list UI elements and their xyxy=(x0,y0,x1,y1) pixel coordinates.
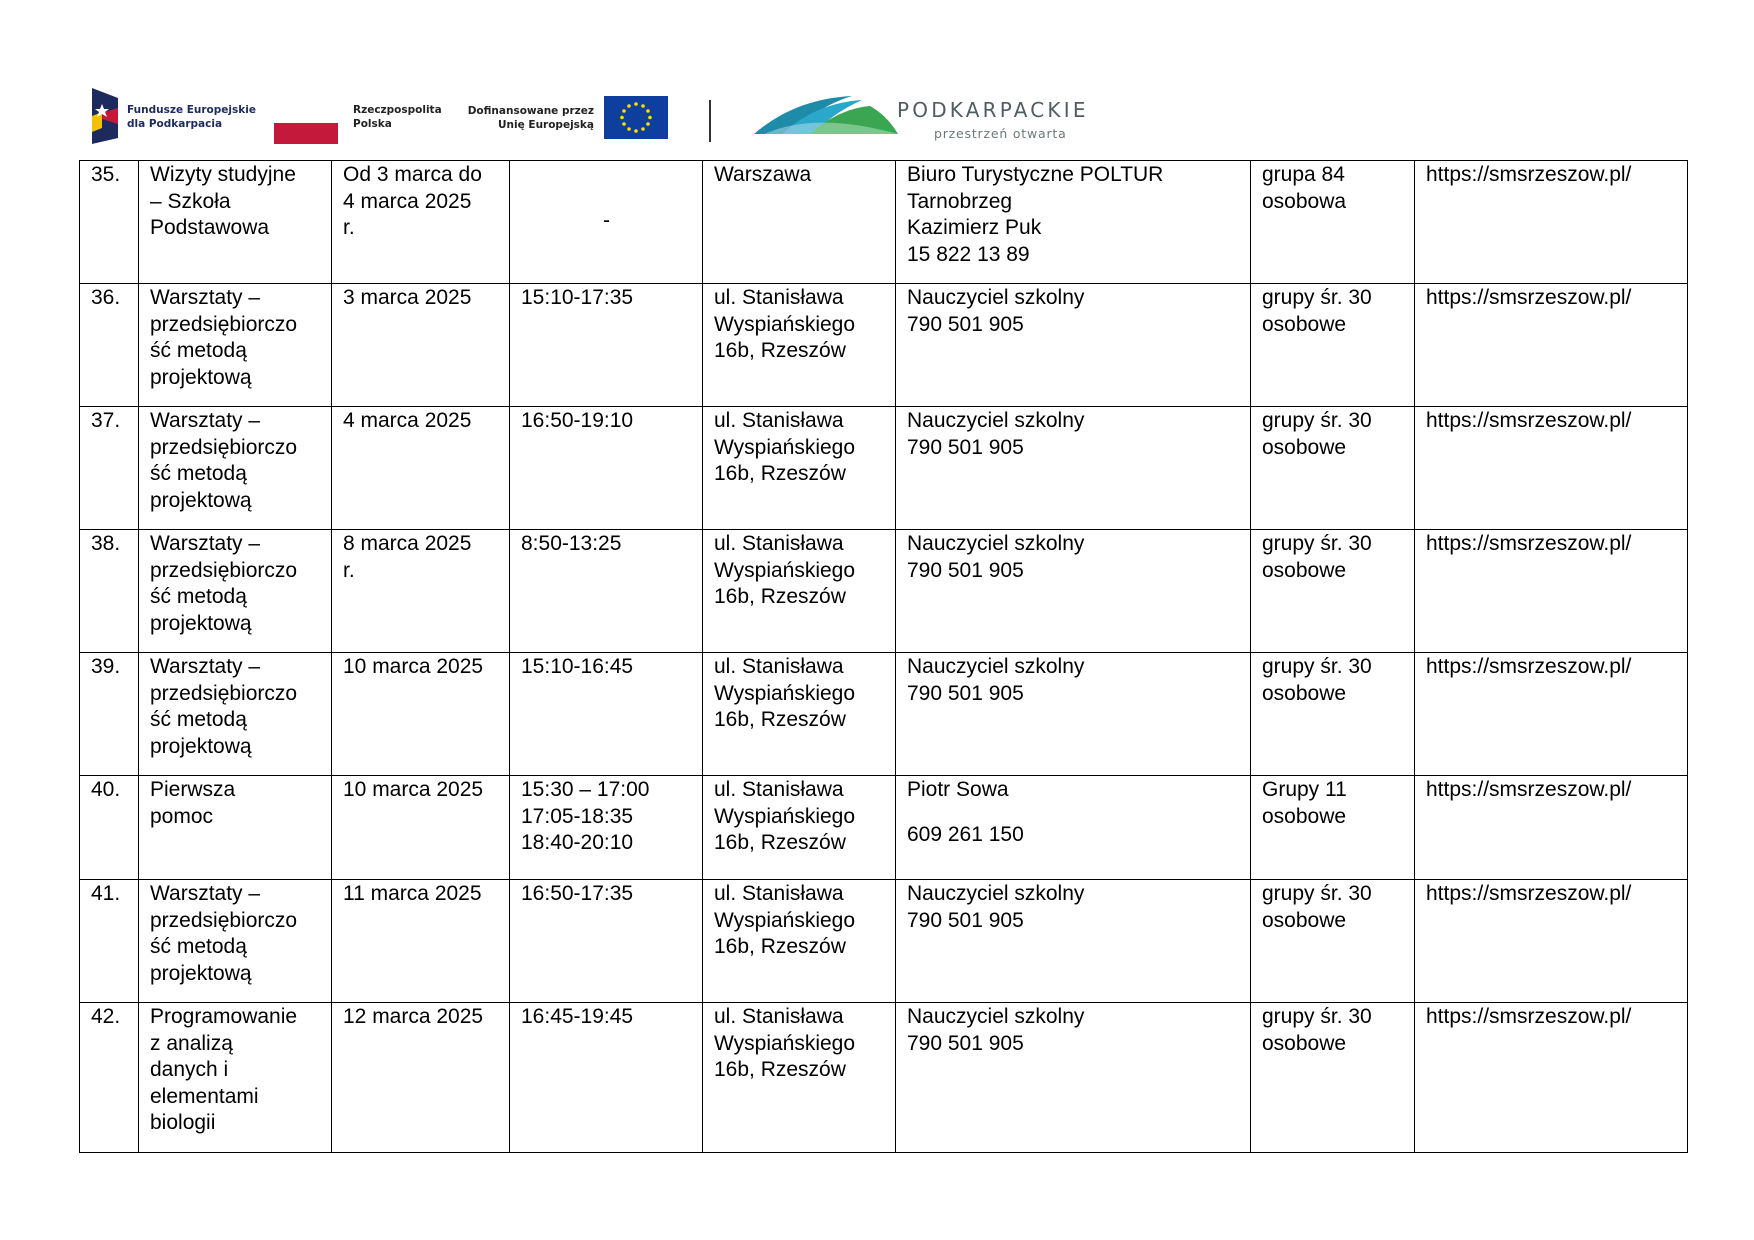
row-number-cell xyxy=(80,161,139,284)
time-cell xyxy=(510,653,703,776)
date-line: 3 marca 2025 xyxy=(343,286,472,309)
place-line: 16b, Rzeszów xyxy=(714,1058,846,1081)
time-line: 15:10-17:35 xyxy=(521,286,634,309)
time-cell xyxy=(510,407,703,530)
name-line: Programowanie xyxy=(150,1005,298,1028)
row-number-cell xyxy=(80,653,139,776)
date-cell xyxy=(332,1003,510,1153)
website-link[interactable]: https://smsrzeszow.pl/ xyxy=(1426,1005,1632,1028)
name-line: przedsiębiorczo xyxy=(150,558,298,582)
place-line: Wyspiańskiego xyxy=(714,312,856,336)
group-size-cell xyxy=(1251,530,1415,653)
activity-name-cell xyxy=(139,161,332,284)
name-line: Warsztaty – xyxy=(150,882,261,905)
contact-line: 790 501 905 xyxy=(907,908,1024,932)
contact-cell xyxy=(896,161,1251,284)
eu-flag-icon xyxy=(604,96,668,139)
schedule-table-body xyxy=(80,161,1688,1153)
website-cell xyxy=(1415,1003,1688,1153)
contact-line: Piotr Sowa xyxy=(907,778,1009,801)
name-line: projektową xyxy=(150,611,252,635)
name-line: Warsztaty – xyxy=(150,655,261,678)
contact-cell xyxy=(896,530,1251,653)
group-line: osobowa xyxy=(1262,189,1347,213)
website-cell xyxy=(1415,530,1688,653)
name-line: ść metodą xyxy=(150,708,247,731)
contact-line: Nauczyciel szkolny xyxy=(907,409,1085,432)
table-row xyxy=(80,530,1688,653)
website-link[interactable]: https://smsrzeszow.pl/ xyxy=(1426,286,1632,309)
place-line: 16b, Rzeszów xyxy=(714,585,846,608)
num-value: 41. xyxy=(91,882,121,905)
logo-separator xyxy=(709,100,711,142)
group-size-cell xyxy=(1251,653,1415,776)
row-number-cell xyxy=(80,1003,139,1153)
date-cell xyxy=(332,284,510,407)
place-line: ul. Stanisława xyxy=(714,882,844,905)
group-line: Grupy 11 xyxy=(1262,778,1347,801)
place-line: Warszawa xyxy=(714,163,812,186)
contact-cell xyxy=(896,880,1251,1003)
group-line: grupy śr. 30 xyxy=(1262,409,1372,432)
table-row xyxy=(80,161,1688,284)
contact-line: Nauczyciel szkolny xyxy=(907,1005,1085,1028)
website-cell xyxy=(1415,161,1688,284)
num-value: 36. xyxy=(91,286,121,309)
rp-logo-line-2: Polska xyxy=(353,118,392,130)
polish-flag-icon xyxy=(274,102,338,144)
name-line: pomoc xyxy=(150,804,214,828)
name-line: Warsztaty – xyxy=(150,409,261,432)
time-line: 18:40-20:10 xyxy=(521,831,634,854)
place-line: Wyspiańskiego xyxy=(714,435,856,459)
rzeczpospolita-polska-logo xyxy=(274,86,444,148)
date-line: r. xyxy=(343,558,355,582)
group-line: osobowe xyxy=(1262,312,1347,336)
date-line: 11 marca 2025 xyxy=(343,882,482,905)
website-cell xyxy=(1415,653,1688,776)
group-line: osobowe xyxy=(1262,435,1347,459)
contact-line: Kazimierz Puk xyxy=(907,216,1042,239)
contact-cell xyxy=(896,653,1251,776)
group-size-cell xyxy=(1251,880,1415,1003)
activity-name-cell xyxy=(139,653,332,776)
date-cell xyxy=(332,530,510,653)
name-line: projektową xyxy=(150,365,252,389)
fundusze-logo-line-2: dla Podkarpacia xyxy=(127,118,223,130)
activity-name-cell xyxy=(139,776,332,880)
eu-logo-line-1: Dofinansowane przez xyxy=(467,105,594,117)
place-line: 16b, Rzeszów xyxy=(714,708,846,731)
activity-name-cell xyxy=(139,1003,332,1153)
group-size-cell xyxy=(1251,1003,1415,1153)
activity-name-cell xyxy=(139,284,332,407)
contact-line: 790 501 905 xyxy=(907,1031,1024,1055)
group-line: grupy śr. 30 xyxy=(1262,286,1372,309)
activity-name-cell xyxy=(139,407,332,530)
date-line: 10 marca 2025 xyxy=(343,655,484,678)
group-size-cell xyxy=(1251,284,1415,407)
num-value: 40. xyxy=(91,778,121,801)
header-logos xyxy=(88,86,1128,148)
activity-name-cell xyxy=(139,880,332,1003)
group-line: osobowe xyxy=(1262,558,1347,582)
place-line: ul. Stanisława xyxy=(714,1005,844,1028)
time-line: 16:50-19:10 xyxy=(521,409,634,432)
website-link[interactable]: https://smsrzeszow.pl/ xyxy=(1426,778,1632,801)
place-line: ul. Stanisława xyxy=(714,409,844,432)
place-line: ul. Stanisława xyxy=(714,778,844,801)
contact-cell xyxy=(896,407,1251,530)
name-line: – Szkoła xyxy=(150,189,231,213)
website-cell xyxy=(1415,407,1688,530)
group-line: grupa 84 xyxy=(1262,163,1345,186)
group-line: osobowe xyxy=(1262,1031,1347,1055)
name-line: biologii xyxy=(150,1111,216,1134)
date-cell xyxy=(332,407,510,530)
fundusze-logo-line-1: Fundusze Europejskie xyxy=(127,104,256,116)
contact-line: 790 501 905 xyxy=(907,435,1024,459)
contact-line: 790 501 905 xyxy=(907,681,1024,705)
time-cell xyxy=(510,776,703,880)
contact-cell xyxy=(896,284,1251,407)
contact-line: Biuro Turystyczne POLTUR xyxy=(907,163,1164,186)
contact-line: Nauczyciel szkolny xyxy=(907,882,1085,905)
group-size-cell xyxy=(1251,407,1415,530)
place-cell xyxy=(703,161,896,284)
name-line: Warsztaty – xyxy=(150,286,261,309)
name-line: projektową xyxy=(150,961,252,985)
time-line: 16:50-17:35 xyxy=(521,882,634,905)
date-line: 4 marca 2025 xyxy=(343,189,472,213)
place-cell xyxy=(703,776,896,880)
time-cell xyxy=(510,284,703,407)
name-line: ść metodą xyxy=(150,339,247,362)
date-cell xyxy=(332,161,510,284)
name-line: ść metodą xyxy=(150,935,247,958)
website-link[interactable]: https://smsrzeszow.pl/ xyxy=(1426,655,1632,678)
date-line: r. xyxy=(343,216,355,239)
group-size-cell xyxy=(1251,161,1415,284)
date-cell xyxy=(332,776,510,880)
time-cell xyxy=(510,1003,703,1153)
name-line: Warsztaty – xyxy=(150,532,261,555)
time-cell xyxy=(510,880,703,1003)
num-value: 39. xyxy=(91,655,121,678)
time-line: 15:30 – 17:00 xyxy=(521,778,650,801)
row-number-cell xyxy=(80,880,139,1003)
date-line: 8 marca 2025 xyxy=(343,532,472,555)
place-line: Wyspiańskiego xyxy=(714,908,856,932)
date-cell xyxy=(332,880,510,1003)
group-line: grupy śr. 30 xyxy=(1262,655,1372,678)
row-number-cell xyxy=(80,407,139,530)
date-line: 4 marca 2025 xyxy=(343,409,472,432)
name-line: Podstawowa xyxy=(150,216,270,239)
contact-line: Nauczyciel szkolny xyxy=(907,655,1085,678)
time-line: - xyxy=(603,209,610,233)
table-row xyxy=(80,653,1688,776)
name-line: danych i xyxy=(150,1058,229,1081)
website-cell xyxy=(1415,284,1688,407)
date-cell xyxy=(332,653,510,776)
website-cell xyxy=(1415,776,1688,880)
website-link[interactable]: https://smsrzeszow.pl/ xyxy=(1426,163,1632,186)
name-line: z analizą xyxy=(150,1031,233,1055)
place-line: 16b, Rzeszów xyxy=(714,831,846,854)
date-line: 10 marca 2025 xyxy=(343,778,484,801)
contact-line: Nauczyciel szkolny xyxy=(907,532,1085,555)
name-line: przedsiębiorczo xyxy=(150,908,298,932)
table-row xyxy=(80,776,1688,880)
rp-logo-line-1: Rzeczpospolita xyxy=(353,104,442,116)
place-line: Wyspiańskiego xyxy=(714,1031,856,1055)
place-cell xyxy=(703,653,896,776)
place-cell xyxy=(703,407,896,530)
place-cell xyxy=(703,1003,896,1153)
name-line: ść metodą xyxy=(150,585,247,608)
contact-cell xyxy=(896,1003,1251,1153)
name-line: projektową xyxy=(150,734,252,758)
contact-cell xyxy=(896,776,1251,880)
podkarpackie-tagline: przestrzeń otwarta xyxy=(934,126,1067,141)
num-value: 38. xyxy=(91,532,121,555)
contact-line: 609 261 150 xyxy=(907,822,1024,846)
place-line: ul. Stanisława xyxy=(714,532,844,555)
row-number-cell xyxy=(80,530,139,653)
name-line: przedsiębiorczo xyxy=(150,312,298,336)
podkarpackie-name: PODKARPACKIE xyxy=(897,98,1089,122)
group-line: grupy śr. 30 xyxy=(1262,532,1372,555)
table-row xyxy=(80,284,1688,407)
time-line: 16:45-19:45 xyxy=(521,1005,634,1028)
name-line: projektową xyxy=(150,488,252,512)
date-line: Od 3 marca do xyxy=(343,163,482,186)
fundusze-europejskie-emblem-icon xyxy=(88,88,120,144)
name-line: elementami xyxy=(150,1084,259,1108)
website-link[interactable]: https://smsrzeszow.pl/ xyxy=(1426,409,1632,432)
website-link[interactable]: https://smsrzeszow.pl/ xyxy=(1426,532,1632,555)
row-number-cell xyxy=(80,776,139,880)
contact-line: 790 501 905 xyxy=(907,558,1024,582)
num-value: 42. xyxy=(91,1005,121,1028)
group-line: grupy śr. 30 xyxy=(1262,1005,1372,1028)
name-line: przedsiębiorczo xyxy=(150,435,298,459)
schedule-table xyxy=(79,160,1688,1153)
table-row xyxy=(80,407,1688,530)
contact-line: Nauczyciel szkolny xyxy=(907,286,1085,309)
place-cell xyxy=(703,284,896,407)
time-cell xyxy=(510,530,703,653)
table-row xyxy=(80,1003,1688,1153)
place-line: ul. Stanisława xyxy=(714,655,844,678)
place-line: 16b, Rzeszów xyxy=(714,462,846,485)
name-line: ść metodą xyxy=(150,462,247,485)
group-line: osobowe xyxy=(1262,804,1347,828)
table-row xyxy=(80,880,1688,1003)
time-cell xyxy=(510,161,703,284)
name-line: Wizyty studyjne xyxy=(150,163,296,186)
place-line: ul. Stanisława xyxy=(714,286,844,309)
group-line: osobowe xyxy=(1262,681,1347,705)
blank-line xyxy=(907,804,1240,822)
time-line: 15:10-16:45 xyxy=(521,655,634,678)
group-line: grupy śr. 30 xyxy=(1262,882,1372,905)
website-cell xyxy=(1415,880,1688,1003)
podkarpackie-hills-icon xyxy=(752,92,902,136)
place-cell xyxy=(703,880,896,1003)
num-value: 37. xyxy=(91,409,121,432)
time-line: 17:05-18:35 xyxy=(521,804,634,828)
place-line: Wyspiańskiego xyxy=(714,804,856,828)
podkarpackie-logo xyxy=(752,92,1132,148)
time-line: 8:50-13:25 xyxy=(521,532,622,555)
website-link[interactable]: https://smsrzeszow.pl/ xyxy=(1426,882,1632,905)
contact-line: 790 501 905 xyxy=(907,312,1024,336)
date-line: 12 marca 2025 xyxy=(343,1005,484,1028)
place-line: 16b, Rzeszów xyxy=(714,935,846,958)
row-number-cell xyxy=(80,284,139,407)
group-line: osobowe xyxy=(1262,908,1347,932)
name-line: przedsiębiorczo xyxy=(150,681,298,705)
group-size-cell xyxy=(1251,776,1415,880)
place-line: 16b, Rzeszów xyxy=(714,339,846,362)
unia-europejska-logo xyxy=(467,96,668,142)
contact-line: 15 822 13 89 xyxy=(907,242,1030,266)
name-line: Pierwsza xyxy=(150,778,236,801)
place-cell xyxy=(703,530,896,653)
place-line: Wyspiańskiego xyxy=(714,681,856,705)
eu-logo-line-2: Unię Europejską xyxy=(498,119,594,131)
num-value: 35. xyxy=(91,163,121,186)
place-line: Wyspiańskiego xyxy=(714,558,856,582)
activity-name-cell xyxy=(139,530,332,653)
contact-line: Tarnobrzeg xyxy=(907,189,1013,213)
